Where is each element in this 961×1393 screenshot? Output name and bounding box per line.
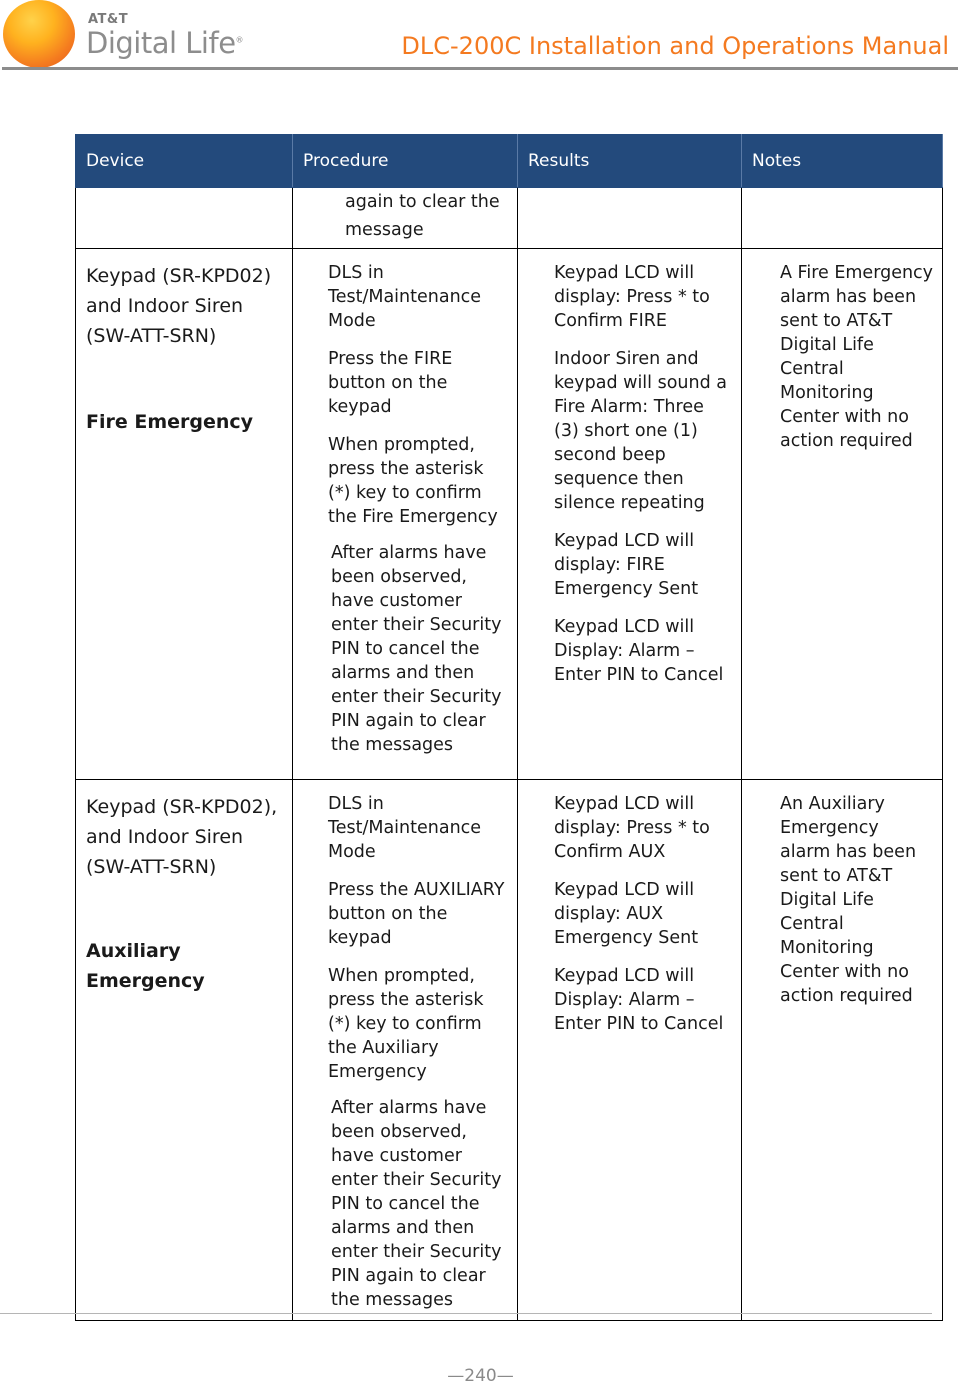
notes-cell [742,188,943,249]
procedure-step: DLS in Test/Maintenance Mode [328,794,482,862]
column-header-notes: Notes [742,135,943,188]
logo-registered-mark: ® [235,35,244,45]
digital-life-logo-icon [3,0,75,68]
logo-att-text: AT&T [88,12,129,27]
device-test-type: Auxiliary Emergency [86,940,205,992]
procedure-text: message [345,220,424,240]
procedure-text: again to clear the [345,192,500,212]
notes-text: A Fire Emergency alarm has been sent to AT&T Digital Life Central Monitoring Center with no action required [780,263,934,451]
logo-digital-life-text [86,26,243,60]
device-name: Keypad (SR-KPD02) and Indoor Siren (SW-ATT-SRN) [86,265,272,347]
column-header-device: Device [76,135,293,188]
procedure-cell [293,780,518,1321]
procedure-step: Press the AUXILIARY button on the keypad [328,880,505,948]
notes-cell [742,249,943,780]
result-item: Keypad LCD will display: Press * to Confirm AUX [554,794,710,862]
column-header-results: Results [518,135,742,188]
procedure-step: DLS in Test/Maintenance Mode [328,263,482,331]
result-item: Keypad LCD will display: FIRE Emergency Sent [554,531,699,599]
procedure-step: After alarms have been observed, have customer enter their Security PIN to cancel the alarms and then enter their Security PIN again to clear the messages [331,1098,502,1310]
device-name: Keypad (SR-KPD02), and Indoor Siren (SW-ATT-SRN) [86,796,278,878]
page-number: —240— [447,1366,514,1386]
notes-text: An Auxiliary Emergency alarm has been sent to AT&T Digital Life Central Monitoring Center with no action required [780,794,917,1006]
procedure-step: After alarms have been observed, have customer enter their Security PIN to cancel the alarms and then enter their Security PIN again to clear the messages [331,543,502,755]
procedure-cell [293,188,518,249]
footer-divider [0,1313,932,1314]
device-cell [76,780,293,1321]
notes-cell [742,780,943,1321]
page-header [0,0,961,72]
procedure-step: When prompted, press the asterisk (*) key to confirm the Auxiliary Emergency [328,966,484,1082]
logo-wordmark: Digital Life [86,26,236,60]
result-item: Keypad LCD will display: AUX Emergency Sent [554,880,699,948]
result-item: Keypad LCD will display: Press * to Confirm FIRE [554,263,710,331]
document-title: DLC-200C Installation and Operations Manual [401,32,949,60]
table-row-fire-emergency [76,249,943,780]
result-item: Keypad LCD will Display: Alarm – Enter PIN to Cancel [554,966,724,1034]
results-cell [518,188,742,249]
table-row-auxiliary-emergency [76,780,943,1321]
results-cell [518,249,742,780]
device-test-type: Fire Emergency [86,411,254,433]
column-header-procedure: Procedure [293,135,518,188]
device-cell [76,249,293,780]
procedure-step: When prompted, press the asterisk (*) key to confirm the Fire Emergency [328,435,498,527]
result-item: Keypad LCD will Display: Alarm – Enter PIN to Cancel [554,617,724,685]
header-divider [2,67,958,70]
procedure-step: Press the FIRE button on the keypad [328,349,453,417]
device-cell [76,188,293,249]
procedure-table [75,134,943,1321]
procedure-cell [293,249,518,780]
table-header-row [76,135,943,188]
results-cell [518,780,742,1321]
table-row-continued [76,188,943,249]
result-item: Indoor Siren and keypad will sound a Fire Alarm: Three (3) short one (1) second beep sequence then silence repeating [554,349,728,513]
